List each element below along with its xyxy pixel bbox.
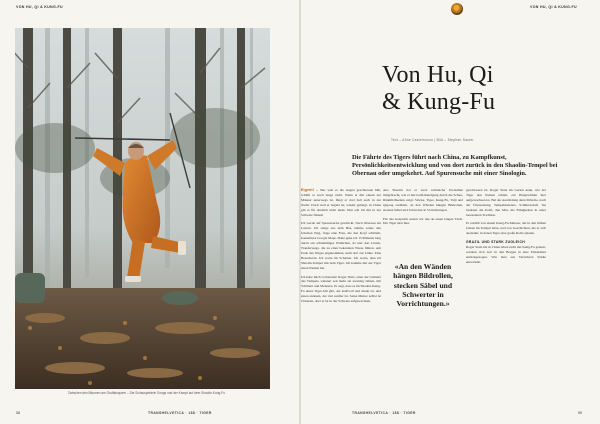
paragraph: Ich habe mich vorbereitet: Roger Stutz, einer der Gründer des Tempels, trainiert seit mehr als zwanzig Jahren, mit Schülern und Meistern. Er sagt, dass es im Shaolin-Kung-Fu einen Tiger-Stil gibt, der kraftvoll und direkt ist, und einen anderen, der viel sanfter ist. Seine Mutter selbst ist Chinesin, aber er ist in der Schweiz aufgewachsen.	[301, 274, 381, 304]
kung-fu-photo	[15, 28, 270, 389]
title-line-2: & Kung-Fu	[382, 89, 496, 115]
pull-quote: «An den Wänden hängen Bildrollen, stecken Säbel und Schwerter in Vorrichtungen.»	[393, 262, 453, 309]
text-column-3	[466, 188, 546, 269]
paragraph: Er erzählt von einem Kung-Fu-Meister, der in den frühen Jahren im Tempel lebte, und von Geschichten, die er sich ausdenkt, in denen Tiger eine große Rolle spielen.	[466, 221, 546, 236]
article-byline: Text – Aline Castelnuovo | Bild – Stephan Sauter	[391, 138, 474, 142]
paragraph: Ich werde auf Spurensuche geschickt. Nach Obernau bei Luzern. Ich steige aus dem Bus, nehme sonne den falschen Weg, frage eine Frau, die den Kopf schüttelt, konsultiere Google Maps. Dann gehe ich 15 Minuten lang durch ein schlammiges Wäldchen, da und dort Linien, Wanderwege, die zu einer bekannten Wiese führen. Am Ende des Weges angekommen, steht dort zur Linke. Eine Besucherin. Ich warte im Schatten. Ich warte, dass im Shaolin-Tempel mit dem Tiger. Ich komme mit der Tiger einen Namen hat.	[301, 221, 381, 270]
footer-publication-left: TRANSHELVETICA · 188 · TIGER	[148, 411, 212, 415]
paragraph: geschlossen ist. Roger Stutz im Garten kann, wie der Tiger den Namen erhielt, ein Hauptschüler hier aufgewachsen ist. Bei der Ausbildung dann Mönche, nach der Übersetzung, Tempelmeisters, Schülerschaft. Sie besitzen die Kraft, den Mut, die Fähigkeiten in einer besonderen Tradition.	[466, 188, 546, 217]
running-header-left: VON HU, QI & KUNG-FU	[16, 5, 63, 9]
section-subhead: GRAZIL UND STARK ZUGLEICH	[466, 240, 525, 245]
paragraph	[301, 188, 381, 217]
kicker: Eigentl –	[301, 188, 319, 192]
tiger-emblem-icon	[451, 3, 463, 15]
text-column-1	[301, 188, 381, 308]
title-line-1: Von Hu, Qi	[382, 62, 494, 88]
text-column-2	[383, 188, 463, 230]
footer-publication-right: TRANSHELVETICA · 188 · TIGER	[352, 411, 416, 415]
photo-caption: Zwischen den Bäumen am Gruffaloqueré – Die Schauspielerin Songs und der Kampf auf dem Shaolin-Kung-Fu	[68, 391, 226, 395]
paragraph: Aus Shaolin hat er auch zahlreiche Utensilien mitgebracht, wie er mir beim Rundgang durch die Schau-Räumlichkeiten zeigt, Stöcke, Tiger, Kung-Fu, Taiji und Qigong erzählen, an den Wänden hängen Bildrollen, stecken Säbel und Schwerter in Vorrichtungen.	[383, 188, 463, 212]
article-title	[382, 62, 547, 116]
paragraph-text: Nur weil er die Augen geschlossen hält, schläft er noch lange nicht. Wenn er mit einem der Männer unterwegs ist, fängt er dort halt auch in der Nacht. Doch weil er begabt ist, wieder gelangt, in China gilt er für deutlich nicht mehr. Nun soll ich ihn in der Schweiz finden!	[301, 188, 381, 217]
paragraph: Für das Gespräch setzen wir uns an einen langen Tisch. Der Tiger sitzt hier.	[383, 216, 463, 226]
article-lead: Die Fährte des Tigers führt nach China, zu Kampfkunst, Persönlichkeitsentwicklung und von dort zurück in den Shaolin-Tempel bei Obernau oder umgekehrt. Auf Spurensuche mit einer Sinologin.	[352, 154, 558, 177]
paragraph: Roger Stutz hat in China leben nicht nur Kung-Fu gelernt, sondern sich dort in den Bergen in eine Einsiedelei zurückgezogen. Wie man aus Versichern Stärke entwickelt.	[466, 245, 547, 264]
page-number-right: 59	[578, 411, 582, 415]
running-header-right: VON HU, QI & KUNG-FU	[530, 5, 577, 9]
page-number-left: 58	[16, 411, 20, 415]
